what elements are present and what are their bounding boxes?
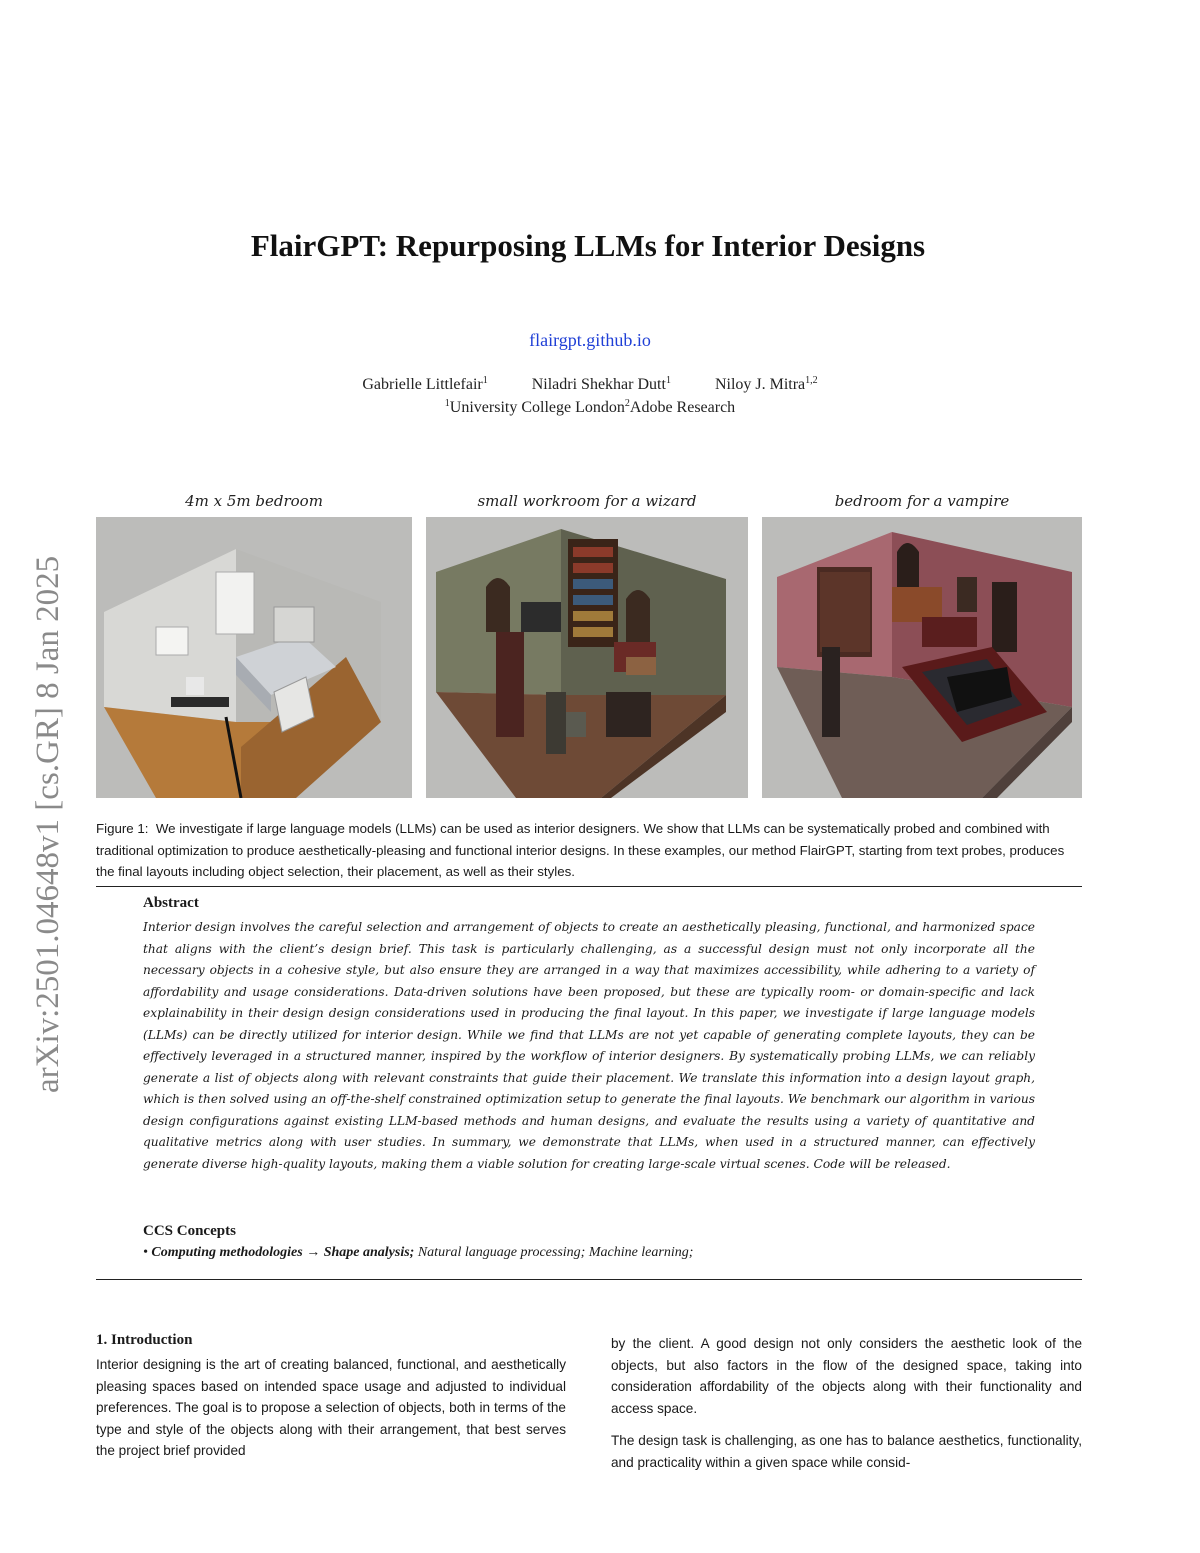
render-bedroom	[96, 517, 412, 798]
intro-paragraph: Interior designing is the art of creating balanced, functional, and aesthetically pleasing spaces based on intended space usage and adjusted to individual preferences. The goal is to propose a selection of objects, both in terms of the type and style of the objects along with their arrangement, that best serves the project brief provided	[96, 1357, 566, 1459]
abstract-text: Interior design involves the careful selection and arrangement of objects to create an aesthetically pleasing, functional, and harmonized space that aligns with the client’s design brief. This task is particularly challenging, as a successful design must not only incorporate all the necessary objects in a cohesive style, but also ensure they are arranged in a way that maximizes accessibility, while adhering to a variety of affordability and usage considerations. Data-driven solutions have been proposed, but these are typically room- or domain-specific and lack explainability in their design design considerations used in producing the final layout. In this paper, we investigate if large language models (LLMs) can be directly utilized for interior design. While we find that LLMs are not yet capable of generating complete layouts, they can be effectively leveraged in a structured manner, inspired by the workflow of interior designers. By systematically probing LLMs, we can reliably generate a list of objects along with relevant constraints that guide their placement. We translate this information into a design layout graph, which is then solved using an off-the-shelf constrained optimization setup to generate the final layouts. We benchmark our algorithm in various design configurations against existing LLM-based methods and human designs, and evaluate the results using a variety of quantitative and qualitative metrics along with user studies. In summary, we demonstrate that LLMs, when used in a structured manner, can effectively generate diverse high-quality layouts, making them a viable solution for creating large-scale virtual scenes. Code will be released.	[143, 920, 1035, 1171]
render-wizard-workroom	[426, 517, 748, 798]
figure-label: Figure 1:	[96, 821, 149, 836]
author-name: Niloy J. Mitra	[714, 376, 806, 393]
affil-sup: 2	[624, 398, 630, 409]
abstract-heading: Abstract	[143, 895, 199, 911]
project-url[interactable]: flairgpt.github.io	[529, 330, 651, 350]
ccs-bullet: •	[143, 1245, 148, 1260]
paper-title: FlairGPT: Repurposing LLMs for Interior Designs	[250, 228, 926, 263]
intro-heading: 1. Introduction	[96, 1332, 193, 1348]
affil-sup: 1	[444, 398, 450, 409]
affiliation-list	[0, 399, 1180, 417]
author-name: Niladri Shekhar Dutt	[531, 376, 666, 393]
intro-right-column	[611, 1333, 1082, 1474]
render-vampire-bedroom	[762, 517, 1082, 798]
ccs-heading: CCS Concepts	[143, 1223, 236, 1239]
room-render-illustration	[426, 517, 748, 798]
intro-left-column	[96, 1354, 566, 1462]
panel-label-vampire: bedroom for a vampire	[834, 492, 1010, 510]
arxiv-stamp: arXiv:2501.04648v1 [cs.GR] 8 Jan 2025	[30, 555, 66, 1093]
room-render-illustration	[96, 517, 412, 798]
figure-caption	[96, 818, 1082, 883]
author-name: Gabrielle Littlefair	[362, 376, 483, 393]
ccs-primary: Shape analysis;	[323, 1245, 415, 1260]
panel-label-wizard: small workroom for a wizard	[477, 492, 697, 510]
affiliation-name: Adobe Research	[629, 399, 736, 416]
author-affil-sup: 1	[482, 375, 488, 386]
author-affil-sup: 1	[665, 375, 671, 386]
figure-caption-text: We investigate if large language models (LLMs) can be used as interior designers. We show that LLMs can be systematically probed and combined with traditional optimization to produce aesthetically-pleasing and functional interior designs. In these examples, our method FlairGPT, starting from text probes, produces the final layouts including object selection, their placement, as well as their styles.	[96, 821, 1065, 879]
abstract-rule	[96, 1279, 1082, 1280]
ccs-category: Computing methodologies	[151, 1245, 303, 1260]
ccs-concepts-line	[143, 1245, 693, 1261]
room-render-illustration	[762, 517, 1082, 798]
panel-label-bedroom: 4m x 5m bedroom	[185, 492, 323, 510]
author-affil-sup: 1,2	[805, 375, 818, 386]
ccs-arrow: →	[306, 1245, 321, 1260]
ccs-rest: Natural language processing; Machine learning;	[417, 1245, 694, 1260]
caption-rule	[96, 886, 1082, 887]
intro-paragraph: by the client. A good design not only considers the aesthetic look of the objects, but also factors in the flow of the designed space, taking into consideration affordability of the objects along with their functionality and access space.	[611, 1336, 1082, 1416]
author-list	[0, 376, 1180, 394]
intro-paragraph: The design task is challenging, as one has to balance aesthetics, functionality, and practicality within a given space while consid-	[611, 1433, 1082, 1470]
affiliation-name: University College London	[449, 399, 625, 416]
